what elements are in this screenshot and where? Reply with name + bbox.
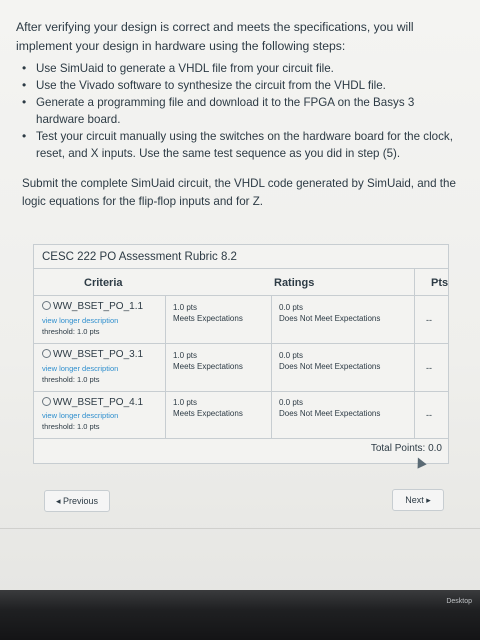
intro-paragraph: After verifying your design is correct and meets the specifications, you will implement your design in hardware using the following steps: <box>16 20 414 53</box>
view-description-link[interactable]: view longer description <box>42 316 119 325</box>
divider <box>34 343 448 344</box>
divider <box>0 528 480 529</box>
criterion-threshold: threshold: 1.0 pts <box>42 422 100 431</box>
criterion-name: WW_BSET_PO_4.1 <box>42 397 143 408</box>
steps-list <box>22 60 462 162</box>
rating-does-not-meet[interactable]: 0.0 pts Does Not Meet Expectations <box>279 398 381 418</box>
rubric-title: CESC 222 PO Assessment Rubric 8.2 <box>34 245 448 269</box>
criterion-threshold: threshold: 1.0 pts <box>42 375 100 384</box>
total-points: Total Points: 0.0 <box>370 443 442 454</box>
divider <box>165 295 166 438</box>
next-button[interactable]: Next ▸ <box>392 489 444 511</box>
rating-meets[interactable]: 1.0 pts Meets Expectations <box>173 398 243 418</box>
bullet-icon: • <box>22 95 27 109</box>
criterion-threshold: threshold: 1.0 pts <box>42 327 100 336</box>
divider <box>414 269 415 438</box>
previous-button[interactable]: ◂ Previous <box>44 490 110 512</box>
outcome-icon <box>42 301 51 310</box>
rubric-table <box>33 244 449 464</box>
criteria-header: Criteria <box>84 277 123 289</box>
outcome-icon <box>42 397 51 406</box>
rating-does-not-meet[interactable]: 0.0 pts Does Not Meet Expectations <box>279 303 381 323</box>
rating-meets[interactable]: 1.0 pts Meets Expectations <box>173 303 243 323</box>
taskbar <box>0 590 480 640</box>
bullet-icon: • <box>22 129 27 143</box>
divider <box>271 295 272 438</box>
rating-does-not-meet[interactable]: 0.0 pts Does Not Meet Expectations <box>279 351 381 371</box>
step-item: • Test your circuit manually using the switches on the hardware board for the clock, reset, and X inputs. Use the same test sequence as you did in step (5). <box>22 129 453 160</box>
rating-meets[interactable]: 1.0 pts Meets Expectations <box>173 351 243 371</box>
step-item: • Use the Vivado software to synthesize the circuit from the VHDL file. <box>22 78 386 92</box>
row-points: -- <box>426 363 432 373</box>
divider <box>34 438 448 439</box>
ratings-header: Ratings <box>274 277 315 289</box>
submit-instructions: Submit the complete SimUaid circuit, the VHDL code generated by SimUaid, and the logic equations for the flip-flop inputs and for Z. <box>22 177 456 208</box>
divider <box>34 295 448 296</box>
desktop-label[interactable]: Desktop <box>446 598 472 605</box>
view-description-link[interactable]: view longer description <box>42 411 119 420</box>
divider <box>34 391 448 392</box>
step-item: • Generate a programming file and download it to the FPGA on the Basys 3 hardware board. <box>22 95 415 126</box>
row-points: -- <box>426 315 432 325</box>
bullet-icon: • <box>22 61 27 75</box>
row-points: -- <box>426 410 432 420</box>
criterion-name: WW_BSET_PO_3.1 <box>42 349 143 360</box>
criterion-name: WW_BSET_PO_1.1 <box>42 301 143 312</box>
pts-header: Pts <box>431 277 449 289</box>
step-item: • Use SimUaid to generate a VHDL file from your circuit file. <box>22 61 334 75</box>
view-description-link[interactable]: view longer description <box>42 364 119 373</box>
bullet-icon: • <box>22 78 27 92</box>
outcome-icon <box>42 349 51 358</box>
